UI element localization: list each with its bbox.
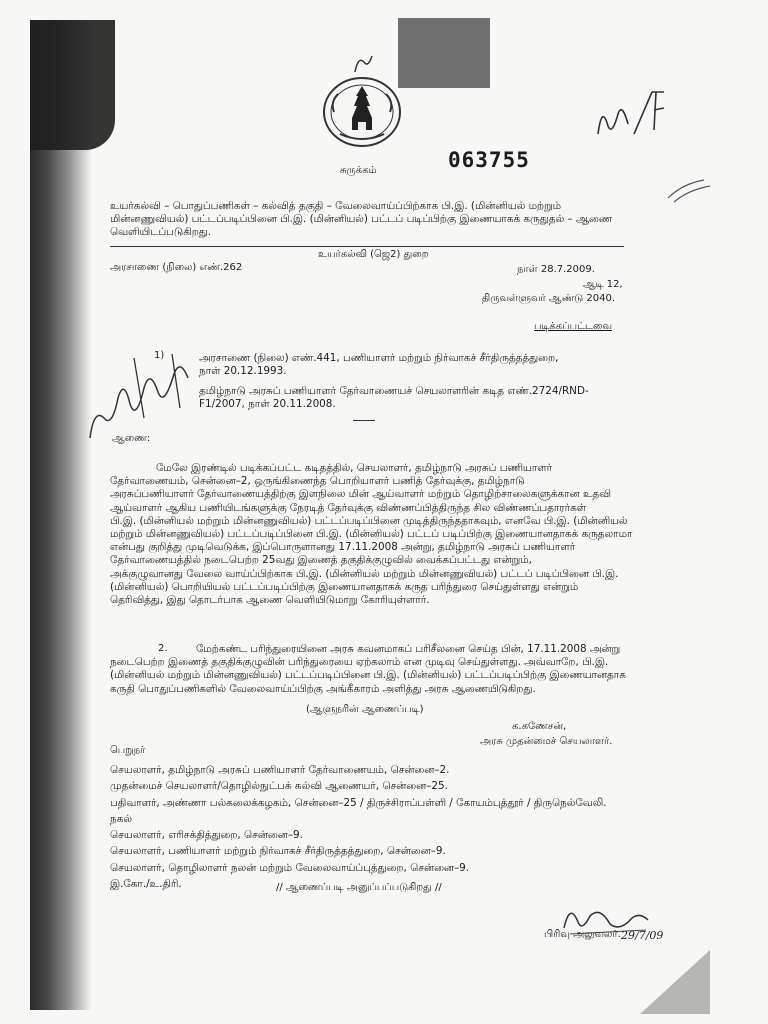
recipient-list [110, 762, 630, 892]
document-number: 063755 [448, 148, 530, 172]
to-heading: பெறுநர் [110, 745, 146, 756]
handwritten-date: 29/7/09 [621, 929, 664, 942]
forwarded-line: // ஆணைப்படி அனுப்பப்படுகிறது // [276, 882, 442, 893]
subject-summary [110, 200, 630, 240]
read-item-1 [199, 352, 599, 378]
section-officer-label: பிரிவு அலுவலர். [544, 929, 621, 940]
handwritten-mark-top [352, 52, 378, 76]
summary-line: மின்னணுவியல்) பட்டப்படிப்பினை பி.இ. (மின்னியல்) பட்டப் படிப்பிற்கு இணையாகக் கருதுதல் – ஆணை [110, 213, 613, 226]
read-item-line: F1/2007, நாள் 20.11.2008. [199, 398, 336, 411]
order-number: அரசாணை (நிலை) எண்.262 [110, 262, 243, 273]
scan-shadow-corner [30, 20, 115, 150]
para1-line: தேர்வாணையத்தில் நடைபெற்ற 25வது இணைத் தகுதிக்குழுவில் வைக்கப்பட்டது என்றும், [110, 554, 532, 567]
para2-line: கருதி பொதுப்பணிகளில் வேலைவாய்ப்பிற்கு அங்கீகாரம் அளித்து அரசு ஆணையிடுகிறது. [110, 682, 536, 695]
signatory-title: அரசு முதன்மைச் செயலாளர். [480, 736, 613, 747]
para2-line: மேற்கண்ட பரிந்துரையினை அரசு கவனமாகப் பரிசீலனை செய்த பின், 17.11.2008 அன்று [196, 643, 621, 655]
order-heading: ஆணை: [112, 433, 151, 444]
department-heading: உயர்கல்வி (ஜெ2) துறை [318, 249, 429, 260]
scan-shadow-edge [30, 20, 92, 1010]
read-heading: படிக்கப்பட்டவை [534, 321, 613, 332]
para1-line: அக்குழுவானது வேலை வாய்ப்பிற்காக பி.இ. (மின்னியல் மற்றும் மின்னணுவியல்) பட்டப் படிப்பினை பி.இ. [110, 567, 619, 580]
tamil-month-date: ஆடி 12, [583, 279, 623, 290]
read-item-number: 1) [154, 350, 165, 361]
copy-item: இ.கோ./உ.திரி. [110, 878, 182, 891]
recipient-item: முதன்மைச் செயலாளர்/தொழில்நுட்பக் கல்வி ஆணையர், சென்னை–25. [110, 780, 448, 793]
read-item-line: தமிழ்நாடு அரசுப் பணியாளர் தேர்வாணையச் செயலாளரின் கடித எண்.2724/RND- [199, 385, 589, 397]
para1-line: மற்றும் மின்னணுவியல்) பட்டப்படிப்பினை பி.இ. (மின்னியல்) பட்டப் படிப்பிற்கு இணையானதாகக் கருதலாமா [110, 528, 633, 541]
emblem-caption: சுருக்கம் [340, 165, 377, 176]
para1-line: மேலே இரண்டில் படிக்கப்பட்ட கடிதத்தில், செயலாளர், தமிழ்நாடு அரசுப் பணியாளர் [156, 462, 553, 474]
para2-line: நடைபெற்ற இணைத் தகுதிக்குழுவின் பரிந்துரையை ஏற்கலாம் என முடிவு செய்துள்ளது. அவ்வாறே, பி.இ. [110, 656, 609, 669]
para2-line: (மின்னியல் மற்றும் மின்னணுவியல்) பட்டப்படிப்பினை பி.இ. (மின்னியல்) பட்டப்படிப்பிற்கு இணையானதாக [110, 669, 626, 682]
para1-line: தேர்வாணையம், சென்னை–2, ஒருங்கிணைந்த பொறியாளர் பணித் தேர்வுக்கு, தமிழ்நாடு [110, 475, 525, 488]
redacted-stamp-box [398, 18, 490, 88]
handwritten-squiggle [664, 168, 714, 208]
copy-item: செயலாளர், எரிசக்தித்துறை, சென்னை–9. [110, 829, 303, 842]
signatory-name: க.கணேசன், [512, 721, 567, 732]
para1-line: அரசுப்பணியாளர் தேர்வாணையத்திற்கு இளநிலை மின் ஆய்வாளர் மற்றும் தொழிற்சாலைகளுக்கான உதவி [110, 488, 611, 501]
paragraph-1 [110, 462, 633, 607]
order-date: நாள் 28.7.2009. [517, 264, 595, 275]
read-item-2 [199, 385, 609, 411]
para1-line: தெரிவித்து, இது தொடர்பாக ஆணை வெளியிடுமாறு கோரியுள்ளார். [110, 594, 430, 607]
recipient-item: செயலாளர், தமிழ்நாடு அரசுப் பணியாளர் தேர்வாணையம், சென்னை–2. [110, 764, 450, 776]
thiruvalluvar-year: திருவள்ளுவர் ஆண்டு 2040. [482, 293, 616, 304]
para2-number: 2. [158, 643, 168, 654]
read-item-line: அரசாணை (நிலை) எண்.441, பணியாளர் மற்றும் நிர்வாகச் சீர்திருத்தத்துறை, [199, 352, 559, 364]
para1-line: ஆய்வாளர் ஆகிய பணியிடங்களுக்கு நேரடித் தேர்வுக்கு விண்ணப்பித்திருந்த சில விண்ணப்பதாரர்கள் [110, 501, 587, 514]
recipient-item: பதிவாளர், அண்ணா பல்கலைக்கழகம், சென்னை–25 / திருச்சிராப்பள்ளி / கோயம்புத்தூர் / திருநெல்வேலி. [110, 796, 607, 809]
copy-item: செயலாளர், தொழிலாளர் நலன் மற்றும் வேலைவாய்ப்புத்துறை, சென்னை–9. [110, 861, 470, 874]
copy-heading: நகல் [110, 812, 132, 825]
para1-line: (மின்னியல்) பொறியியல் பட்டப்படிப்பிற்கு இணையானதாகக் கருத பரிந்துரை செய்துள்ளது என்றும் [110, 580, 579, 593]
summary-line: வெளியிடப்படுகிறது. [110, 226, 212, 239]
read-item-line: நாள் 20.12.1993. [199, 365, 287, 378]
handwritten-margin-signature [84, 348, 204, 444]
handwritten-initials [594, 84, 672, 144]
scan-corner-shadow [640, 950, 710, 1014]
paragraph-2 [110, 643, 624, 696]
short-divider [353, 420, 375, 421]
copy-item: செயலாளர், பணியாளர் மற்றும் நிர்வாகச் சீர்திருத்தத்துறை, சென்னை–9. [110, 845, 446, 858]
summary-line: உயர்கல்வி – பொதுப்பணிகள் – கல்வித் தகுதி – வேலைவாய்ப்பிற்காக பி.இ. (மின்னியல் மற்றும் [110, 200, 562, 212]
para1-line: பி.இ. (மின்னியல் மற்றும் மின்னணுவியல்) பட்டப்படிப்பினை முடித்திருந்ததாகவும், எனவே பி.இ. (மின்னியல் [110, 514, 628, 527]
para1-line: என்பது குறித்து முடிவெடுக்க, இப்பொருளானது 17.11.2008 அன்று, தமிழ்நாடு அரசுப் பணியாளர் [110, 541, 576, 554]
divider [110, 246, 624, 247]
state-emblem-icon [320, 72, 404, 152]
by-order-of-governor: (ஆளுநரின் ஆணைப்படி) [306, 704, 424, 715]
